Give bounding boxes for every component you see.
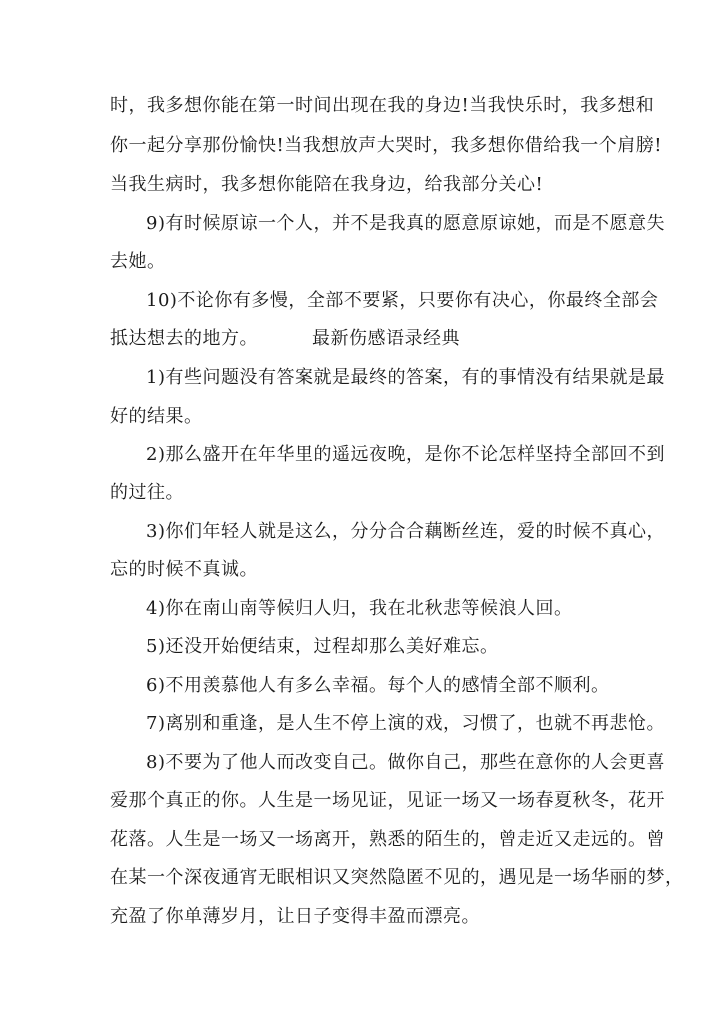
list-item-1: 1)有些问题没有答案就是最终的答案，有的事情没有结果就是最: [146, 367, 665, 388]
text-line: 忘的时候不真诚。: [110, 559, 258, 580]
text-line: 的过往。: [110, 482, 184, 503]
section-heading: 最新伤感语录经典: [312, 328, 460, 349]
text-fragment: 抵达想去的地方。: [110, 328, 258, 349]
list-item-2: 2)那么盛开在年华里的遥远夜晚，是你不论怎样坚持全部回不到: [146, 444, 665, 465]
text-line: [110, 327, 614, 351]
list-item-3: 3)你们年轻人就是这么，分分合合藕断丝连，爱的时候不真心，: [146, 521, 665, 542]
list-item-7: 7)离别和重逢，是人生不停上演的戏，习惯了，也就不再悲怆。: [146, 713, 665, 734]
text-line: 在某一个深夜通宵无眠相识又突然隐匿不见的，遇见是一场华丽的梦，: [110, 867, 684, 888]
text-line: 花落。人生是一场又一场离开，熟悉的陌生的，曾走近又走远的。曾: [110, 829, 665, 850]
text-line: 好的结果。: [110, 406, 203, 427]
list-item-8: 8)不要为了他人而改变自己。做你自己，那些在意你的人会更喜: [146, 752, 665, 773]
list-item-4: 4)你在南山南等候归人归，我在北秋悲等候浪人回。: [146, 598, 573, 619]
text-line: 你一起分享那份愉快!当我想放声大哭时，我多想你借给我一个肩膀!: [110, 135, 662, 156]
text-line: 爱那个真正的你。人生是一场见证，见证一场又一场春夏秋冬，花开: [110, 790, 665, 811]
list-item-9: 9)有时候原谅一个人，并不是我真的愿意原谅她，而是不愿意失: [146, 213, 665, 234]
list-item-6: 6)不用羡慕他人有多么幸福。每个人的感情全部不顺利。: [146, 675, 610, 696]
list-item-10: 10)不论你有多慢，全部不要紧，只要你有决心，你最终全部会: [146, 290, 659, 311]
text-line: 去她。: [110, 251, 166, 272]
text-line: 当我生病时，我多想你能陪在我身边，给我部分关心!: [110, 174, 544, 195]
list-item-5: 5)还没开始便结束，过程却那么美好难忘。: [146, 636, 499, 657]
text-line: 充盈了你单薄岁月，让日子变得丰盈而漂亮。: [110, 906, 480, 927]
text-line: 时，我多想你能在第一时间出现在我的身边!当我快乐时，我多想和: [110, 95, 655, 116]
